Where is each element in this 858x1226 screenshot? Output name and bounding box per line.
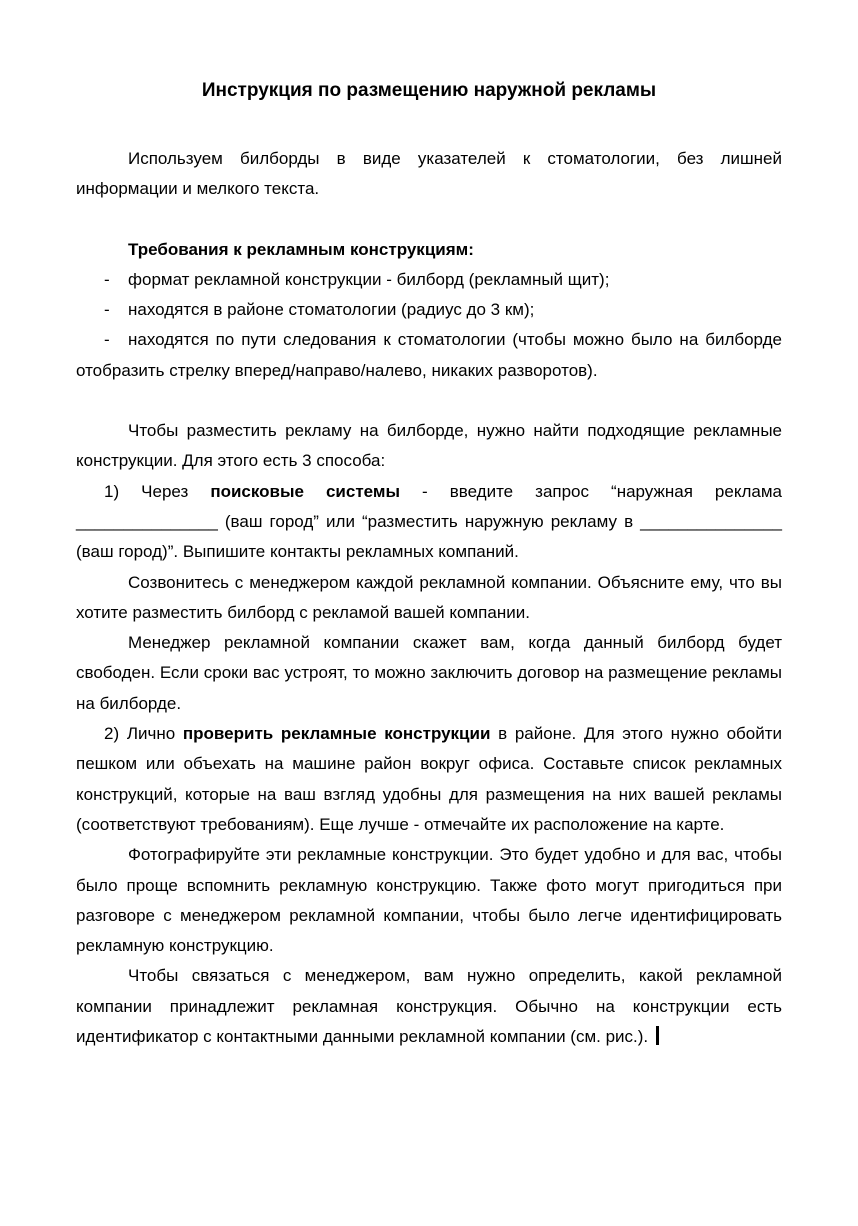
requirement-item [76,325,782,386]
requirement-item [76,265,782,295]
method-item-1 [76,477,782,568]
method-item-2 [76,719,782,840]
bullet-dash: - [104,269,110,289]
contact-text: Чтобы связаться с менеджером, вам нужно определить, какой рекламной компании принадлежит рекламная конструкция. Обычно на конструкции есть идентификатор с контактными данными рекламной компании (см. рис.). [76,966,782,1047]
method-post-text: - введите запрос “наружная реклама _______________ (ваш город” или “разместить наружную рекламу в _______________ (ваш город)”. Выпишите контакты рекламных компаний. [76,481,782,562]
method-number: 2) [104,724,120,744]
method-bold-text: проверить рекламные конструкции [182,724,491,744]
call-paragraph: Созвонитесь с менеджером каждой рекламной компании. Объясните ему, что вы хотите разместить билборд с рекламой вашей компании. [76,572,782,622]
document-body [76,78,782,1052]
requirement-text: находятся по пути следования к стоматологии (чтобы можно было на билборде отобразить стрелку вперед/направо/налево, никаких разворотов). [76,330,782,380]
method-post-text: в районе. Для этого нужно обойти пешком или объехать на машине район вокруг офиса. Составьте список рекламных конструкций, которые на ваш взгляд удобны для размещения на них вашей рекламы (соответствуют требованиям). Еще лучше - отмечайте их расположение на карте. [76,724,783,834]
requirement-text: находятся в районе стоматологии (радиус до 3 км); [128,300,535,320]
requirement-text: формат рекламной конструкции - билборд (рекламный щит); [128,269,610,289]
document-title: Инструкция по размещению наружной рекламы [201,80,657,101]
requirements-heading: Требования к рекламным конструкциям: [128,239,474,259]
method-pre-text: Через [141,481,189,501]
bullet-dash: - [104,300,110,320]
requirement-item [76,295,782,325]
bullet-dash: - [104,330,110,350]
intro-paragraph: Используем билборды в виде указателей к стоматологии, без лишней информации и мелкого текста. [76,149,782,199]
method-pre-text: Лично [126,724,176,744]
manager-paragraph: Менеджер рекламной компании скажет вам, когда данный билборд будет свободен. Если сроки вас устроят, то можно заключить договор на размещение рекламы на билборде. [76,633,782,713]
methods-intro-paragraph: Чтобы разместить рекламу на билборде, нужно найти подходящие рекламные конструкции. Для этого есть 3 способа: [76,421,782,471]
method-number: 1) [104,481,120,501]
method-bold-text: поисковые системы [210,481,400,501]
contact-paragraph [76,961,782,1052]
photo-paragraph: Фотографируйте эти рекламные конструкции. Это будет удобно и для вас, чтобы было проще вспомнить рекламную конструкцию. Также фото могут пригодиться при разговоре с менеджером рекламной компании, чтобы было легче идентифицировать рекламную конструкцию. [76,845,782,956]
text-cursor [656,1026,659,1045]
